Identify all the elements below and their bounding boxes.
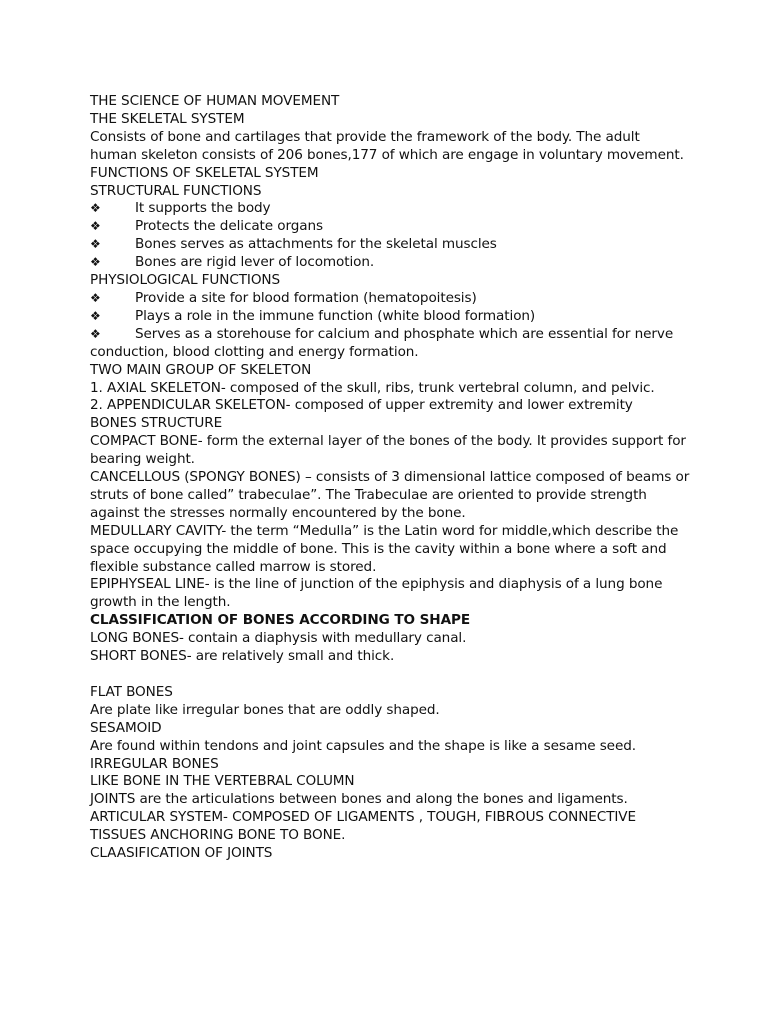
structural-functions-heading: STRUCTURAL FUNCTIONS	[90, 182, 262, 199]
bones-structure-heading: BONES STRUCTURE	[90, 415, 223, 432]
list-item: ❖ Protects the delicate organs	[90, 218, 323, 235]
appendicular-skeleton-line: 2. APPENDICULAR SKELETON- composed of upper extremity and lower extremity	[90, 397, 633, 414]
compact-bone-paragraph: COMPACT BONE- form the external layer of the bones of the body. It provides support for bearing weight.	[90, 433, 686, 468]
physiological-functions-heading: PHYSIOLOGICAL FUNCTIONS	[90, 272, 281, 289]
diamond-bullet-icon: ❖	[90, 255, 101, 270]
diamond-bullet-icon: ❖	[90, 290, 101, 305]
blank-line	[90, 666, 690, 684]
epiphyseal-line-paragraph: EPIPHYSEAL LINE- is the line of junction of the epiphysis and diaphysis of a lung bone growth in the length.	[90, 576, 663, 611]
cancellous-bone-paragraph: CANCELLOUS (SPONGY BONES) – consists of 3 dimensional lattice composed of beams or struts of bone called” trabeculae”. The Trabeculae are oriented to provide strength against the stresses normally encountered by the bone.	[90, 469, 690, 521]
joints-classification-heading: CLAASIFICATION OF JOINTS	[90, 845, 273, 862]
section-heading-skeletal-system: THE SKELETAL SYSTEM	[90, 110, 245, 127]
diamond-bullet-icon: ❖	[90, 201, 101, 216]
list-item: ❖ Plays a role in the immune function (white blood formation)	[90, 307, 536, 324]
joints-line: JOINTS are the articulations between bones and along the bones and ligaments.	[90, 791, 628, 808]
list-item: ❖ Provide a site for blood formation (hematopoitesis)	[90, 289, 477, 306]
irregular-bones-description: LIKE BONE IN THE VERTEBRAL COLUMN	[90, 773, 355, 790]
functions-heading: FUNCTIONS OF SKELETAL SYSTEM	[90, 164, 319, 181]
long-bones-line: LONG BONES- contain a diaphysis with medullary canal.	[90, 630, 467, 647]
medullary-cavity-paragraph: MEDULLARY CAVITY- the term “Medulla” is the Latin word for middle,which describe the space occupying the middle of bone. This is the cavity within a bone where a soft and flexible substance called marrow is stored.	[90, 522, 679, 575]
diamond-bullet-icon: ❖	[90, 308, 101, 323]
list-item: ❖ It supports the body	[90, 200, 271, 217]
classification-heading: CLASSIFICATION OF BONES ACCORDING TO SHAPE	[90, 612, 471, 629]
articular-system-paragraph: ARTICULAR SYSTEM- COMPOSED OF LIGAMENTS , TOUGH, FIBROUS CONNECTIVE TISSUES ANCHORING BONE TO BONE.	[90, 809, 636, 844]
list-item: ❖ Bones are rigid lever of locomotion.	[90, 254, 375, 271]
sesamoid-description: Are found within tendons and joint capsules and the shape is like a sesame seed.	[90, 737, 636, 754]
document-title: THE SCIENCE OF HUMAN MOVEMENT	[90, 93, 340, 109]
skeleton-groups-heading: TWO MAIN GROUP OF SKELETON	[90, 361, 312, 378]
irregular-bones-heading: IRREGULAR BONES	[90, 755, 219, 772]
sesamoid-heading: SESAMOID	[90, 719, 162, 736]
list-item: ❖ Serves as a storehouse for calcium and phosphate which are essential for nerve conduction, blood clotting and energy formation.	[90, 325, 674, 360]
diamond-bullet-icon: ❖	[90, 237, 101, 252]
flat-bones-description: Are plate like irregular bones that are oddly shaped.	[90, 701, 440, 718]
diamond-bullet-icon: ❖	[90, 326, 101, 341]
intro-paragraph: Consists of bone and cartilages that provide the framework of the body. The adult human skeleton consists of 206 bones,177 of which are engage in voluntary movement.	[90, 128, 684, 163]
list-item: ❖ Bones serves as attachments for the skeletal muscles	[90, 236, 497, 253]
document-page	[90, 93, 690, 863]
short-bones-line: SHORT BONES- are relatively small and thick.	[90, 648, 395, 665]
flat-bones-heading: FLAT BONES	[90, 683, 173, 700]
diamond-bullet-icon: ❖	[90, 219, 101, 234]
axial-skeleton-line: 1. AXIAL SKELETON- composed of the skull, ribs, trunk vertebral column, and pelvic.	[90, 379, 655, 396]
